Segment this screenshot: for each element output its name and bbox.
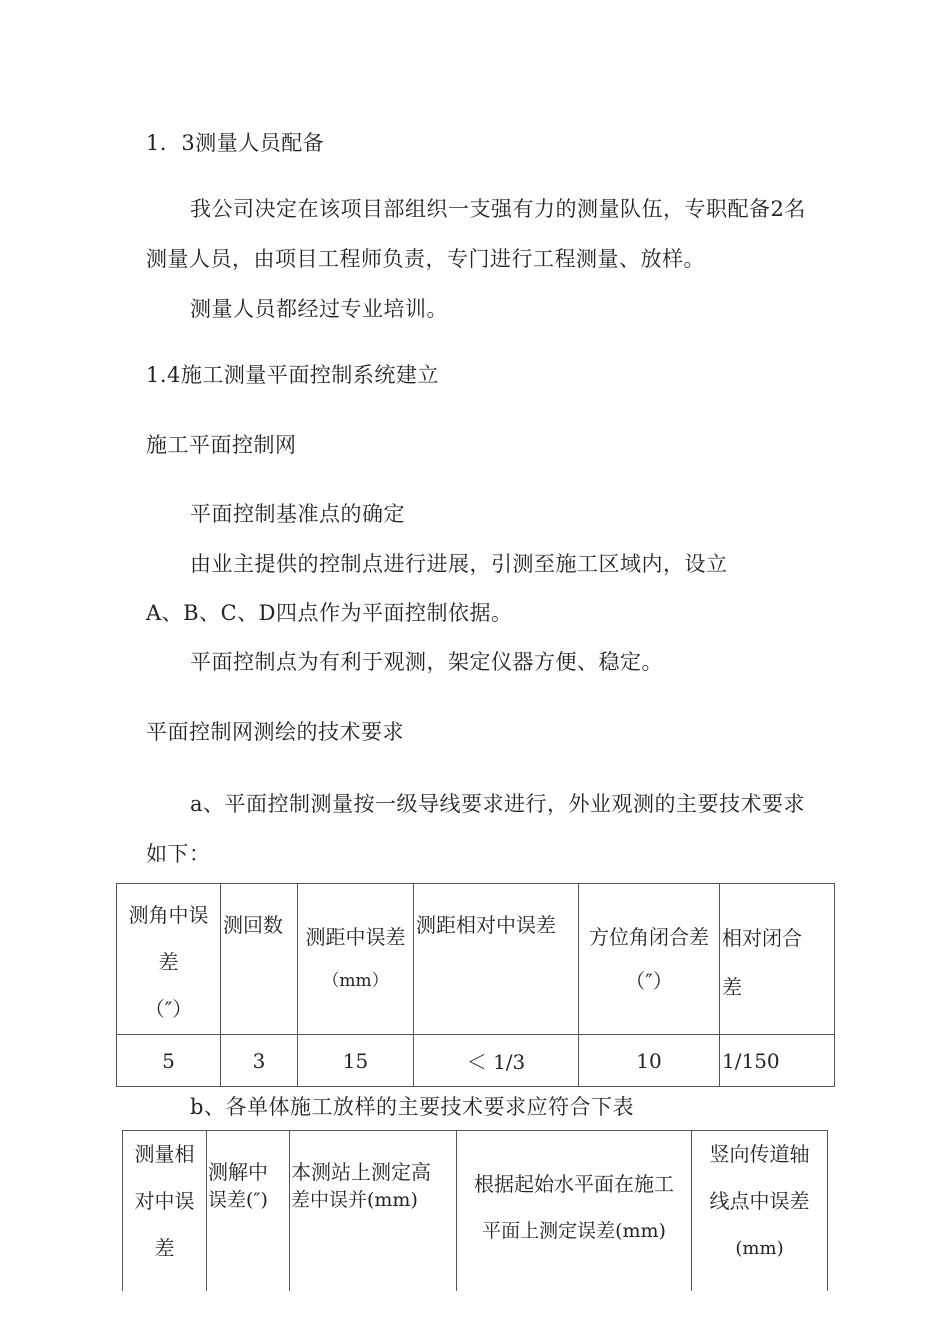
paragraph-2: 测量人员都经过专业培训。: [190, 297, 448, 321]
subheading-control-network: 施工平面控制网: [146, 433, 297, 457]
header-text: 平面上测定误差(mm): [482, 1220, 666, 1242]
header-text: 竖向传道轴: [709, 1142, 810, 1166]
header-cell: [579, 884, 720, 1035]
traverse-requirements-table: [116, 883, 835, 1087]
heading-1-4: 1.4施工测量平面控制系统建立: [146, 363, 439, 387]
header-text: (mm): [735, 1238, 784, 1259]
header-text: 测量相: [134, 1142, 195, 1166]
paragraph-5-line-1: a、平面控制测量按一级导线要求进行，外业观测的主要技术要求: [190, 792, 806, 816]
paragraph-5-line-2: 如下：: [146, 842, 211, 866]
subheading-benchmark: 平面控制基准点的确定: [190, 502, 405, 526]
header-text: 本测站上测定高: [291, 1160, 431, 1184]
paragraph-3-line-2: A、B、C、D四点作为平面控制依据。: [146, 601, 513, 625]
table-cell: 1/150: [720, 1035, 835, 1087]
header-cell: [692, 1131, 828, 1291]
header-text: 测距中误差: [305, 925, 406, 949]
header-text: 误差(″): [208, 1189, 268, 1211]
table-cell: 15: [298, 1035, 414, 1087]
header-text: 相对闭合: [722, 926, 802, 950]
subheading-technical-requirements: 平面控制网测绘的技术要求: [146, 720, 404, 744]
header-cell: [414, 884, 579, 1035]
header-cell: [290, 1131, 457, 1291]
header-cell: [457, 1131, 692, 1291]
header-text: 对中误: [134, 1189, 195, 1213]
header-cell: [117, 884, 221, 1035]
header-text: 测解中: [208, 1160, 268, 1184]
paragraph-6: b、各单体施工放样的主要技术要求应符合下表: [190, 1095, 634, 1119]
table-cell: 10: [579, 1035, 720, 1087]
header-cell: [123, 1131, 207, 1291]
header-text: 差中误并(mm): [291, 1189, 418, 1211]
heading-1-3: 1．3测量人员配备: [146, 131, 325, 155]
header-text: 方位角闭合差: [589, 925, 709, 949]
table-cell: 5: [117, 1035, 221, 1087]
header-text: 根据起始水平面在施工: [474, 1172, 674, 1196]
header-cell: [720, 884, 835, 1035]
header-text: 测角中误: [128, 903, 209, 927]
table-header-row: [117, 884, 835, 1035]
paragraph-4: 平面控制点为有利于观测，架定仪器方便、稳定。: [190, 650, 663, 674]
table-cell: ＜ 1/3: [414, 1035, 579, 1087]
header-text: 差: [154, 1236, 175, 1260]
header-text: 测回数: [223, 913, 283, 937]
header-text: （″）: [144, 997, 193, 1021]
header-text: （″）: [625, 969, 673, 993]
table-row: [117, 1035, 835, 1087]
paragraph-3-line-1: 由业主提供的控制点进行进展，引测至施工区域内，设立: [190, 552, 728, 576]
paragraph-1-line-1: 我公司决定在该项目部组织一支强有力的测量队伍，专职配备2名: [190, 197, 806, 221]
paragraph-1-line-2: 测量人员，由项目工程师负责，专门进行工程测量、放样。: [146, 247, 705, 271]
header-cell: [207, 1131, 290, 1291]
header-text: 差: [722, 975, 742, 999]
header-cell: [298, 884, 414, 1035]
table-cell: 3: [221, 1035, 298, 1087]
header-text: （mm）: [322, 971, 389, 991]
header-text: 线点中误差: [709, 1189, 810, 1213]
setting-out-requirements-table: [122, 1130, 828, 1291]
table-header-row: [123, 1131, 828, 1291]
header-text: 测距相对中误差: [416, 913, 556, 937]
header-cell: [221, 884, 298, 1035]
header-text: 差: [158, 950, 179, 974]
